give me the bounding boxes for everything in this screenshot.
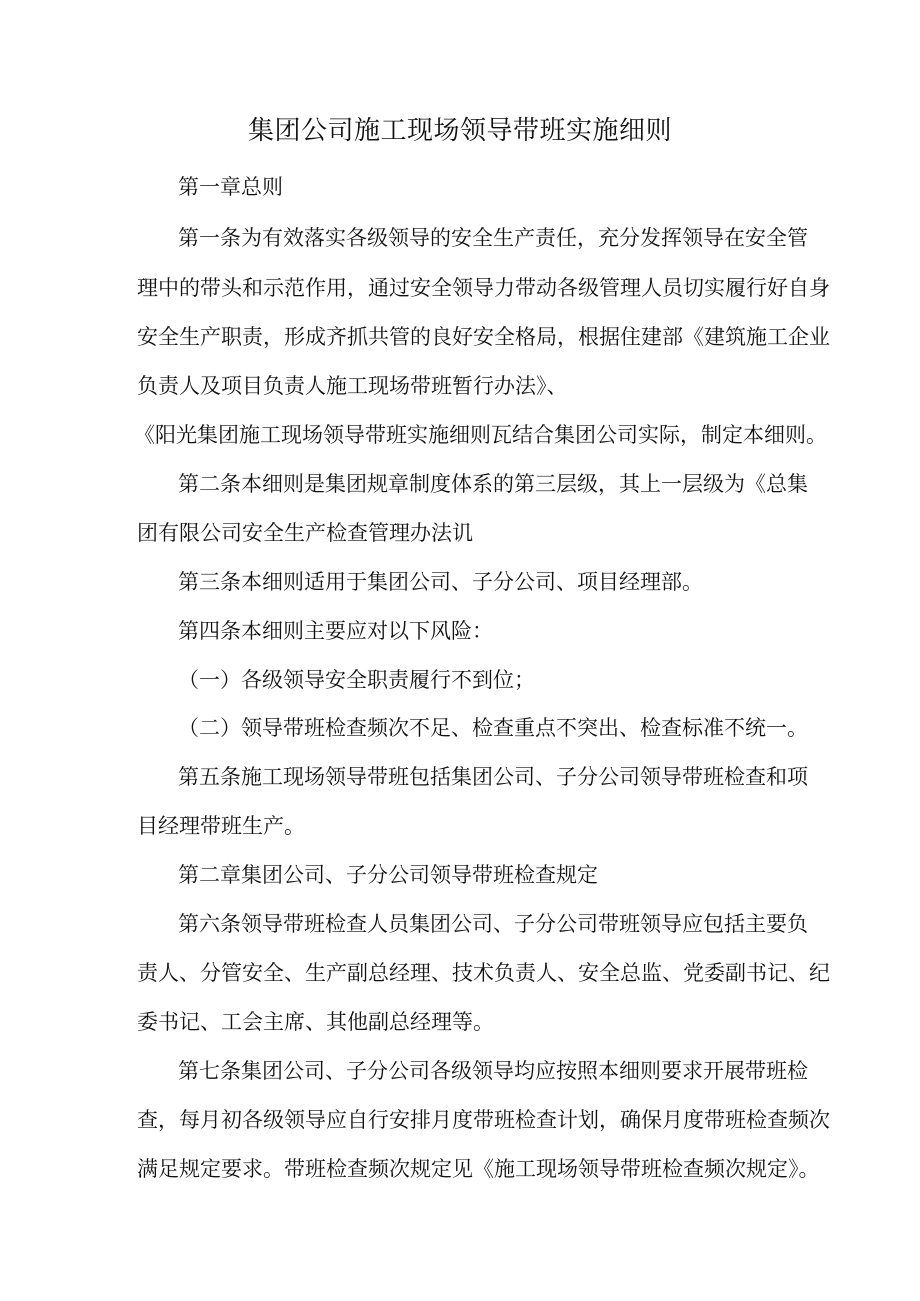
chapter-1-heading: 第一章总则 xyxy=(178,175,283,199)
risk-item-1: （一）各级领导安全职责履行不到位； xyxy=(178,668,535,692)
article-2-line-1: 第二条本细则是集团规章制度体系的第三层级，其上一层级为《总集 xyxy=(178,472,808,496)
article-6-line-3: 委书记、工会主席、其他副总经理等。 xyxy=(137,1010,494,1034)
article-6-line-1: 第六条领导带班检查人员集团公司、子分公司带班领导应包括主要负 xyxy=(178,912,808,936)
article-4-line-1: 第四条本细则主要应对以下风险： xyxy=(178,619,493,643)
article-1-line-2: 理中的带头和示范作用，通过安全领导力带动各级管理人员切实履行好自身 xyxy=(137,276,830,300)
article-1-line-4: 负责人及项目负责人施工现场带班暂行办法》、 xyxy=(137,374,568,398)
risk-item-2: （二）领导带班检查频次不足、检查重点不突出、检查标准不统一。 xyxy=(178,716,808,740)
article-7-line-2: 查，每月初各级领导应自行安排月度带班检查计划，确保月度带班检查频次 xyxy=(137,1108,830,1132)
article-1-line-3: 安全生产职责，形成齐抓共管的良好安全格局，根据住建部《建筑施工企业 xyxy=(137,325,830,349)
article-2-line-2: 团有限公司安全生产检查管理办法讥 xyxy=(137,521,473,545)
article-7-line-1: 第七条集团公司、子分公司各级领导均应按照本细则要求开展带班检 xyxy=(178,1059,808,1083)
article-3-line-1: 第三条本细则适用于集团公司、子分公司、项目经理部。 xyxy=(178,570,703,594)
article-5-line-2: 目经理带班生产。 xyxy=(137,814,305,838)
article-5-line-1: 第五条施工现场领导带班包括集团公司、子分公司领导带班检查和项 xyxy=(178,765,808,789)
chapter-2-heading: 第二章集团公司、子分公司领导带班检查规定 xyxy=(178,863,598,887)
article-7-line-3: 满足规定要求。带班检查频次规定见《施工现场领导带班检查频次规定》。 xyxy=(137,1157,820,1181)
article-6-line-2: 责人、分管安全、生产副总经理、技术负责人、安全总监、党委副书记、纪 xyxy=(137,961,830,985)
article-1-line-5: 《阳光集团施工现场领导带班实施细则瓦结合集团公司实际，制定本细则。 xyxy=(134,423,827,447)
article-1-line-1: 第一条为有效落实各级领导的安全生产责任，充分发挥领导在安全管 xyxy=(178,226,808,250)
document-title: 集团公司施工现场领导带班实施细则 xyxy=(247,116,672,146)
